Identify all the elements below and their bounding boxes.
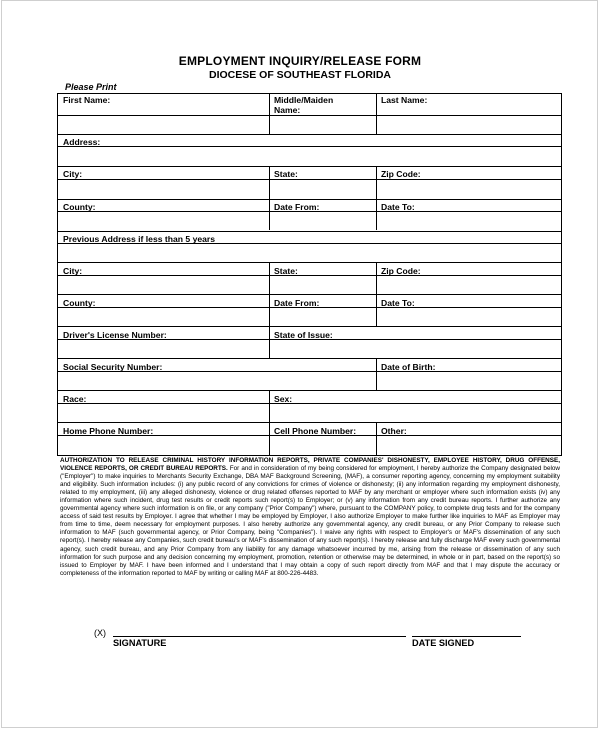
city-field[interactable]	[59, 181, 268, 195]
row-divider	[58, 231, 561, 232]
signature-line[interactable]	[113, 636, 406, 637]
sex-field[interactable]	[270, 406, 560, 420]
drivers-license-field[interactable]	[59, 342, 268, 356]
cell-phone-label: Cell Phone Number:	[274, 426, 357, 436]
row-divider	[58, 294, 561, 295]
race-label: Race:	[63, 394, 87, 404]
address-field[interactable]	[59, 149, 560, 163]
previous-state-field[interactable]	[270, 278, 375, 292]
date-signed-label: DATE SIGNED	[412, 638, 475, 648]
previous-county-label: County:	[63, 298, 96, 308]
date-of-birth-label: Date of Birth:	[381, 362, 436, 372]
previous-city-field[interactable]	[59, 278, 268, 292]
previous-address-label: Previous Address if less than 5 years	[63, 234, 216, 244]
date-from-field[interactable]	[270, 214, 375, 228]
last-name-label: Last Name:	[381, 95, 428, 105]
sex-label: Sex:	[274, 394, 293, 404]
drivers-license-label: Driver's License Number:	[63, 330, 167, 340]
other-label: Other:	[381, 426, 407, 436]
date-signed-line[interactable]	[412, 636, 521, 637]
previous-date-to-label: Date To:	[381, 298, 415, 308]
address-label: Address:	[63, 137, 101, 147]
row-divider	[58, 262, 561, 263]
authorization-text	[60, 457, 560, 578]
date-of-birth-field[interactable]	[377, 374, 560, 388]
race-field[interactable]	[59, 406, 268, 420]
cell-phone-field[interactable]	[270, 438, 375, 452]
row-divider	[58, 115, 561, 116]
middle-maiden-name-field[interactable]	[270, 117, 375, 131]
state-label: State:	[274, 169, 298, 179]
please-print-note: Please Print	[65, 82, 117, 92]
previous-state-label: State:	[274, 266, 298, 276]
first-name-label: First Name:	[63, 95, 111, 105]
state-field[interactable]	[270, 181, 375, 195]
row-divider	[58, 166, 561, 167]
authorization-body: For and in consideration of my being considered for employment, I hereby authorize the Company designated below ("Employer") to make inquiries to Merchants Security Exchange, DBA MAF Background Screening, (MAF), a consumer reporting agency, concerning my employment suitability and eligibility. Such information includes: (i) any public record of any convictions for crimes of violence or dishonesty; (ii) any information regarding my employment dishonesty, related to my employment, (iii) any alleged dishonesty, violence or drug related offenses reported to MAF by any merchant or employer where such information exists (iv) any information where such incident, drug test results or credit reports such report(s) to Employer; or (v) any information from any credit bureau reports. I further authorize any governmental agency where such information is on file, or any company ("Prior Company") where, pursuant to the COMPANY policy, to complete drug tests and for the company access of said test results by Employer. I agree that whether I may be employed by Employer, I also authorize Employer to make further like inquiries to MAF as Employer may from time to time, deem necessary for employment purposes. I also hereby authorize any governmental agency, any credit bureau, or any Prior Company to release such information to MAF (such governmental agency, or Prior Company, being "Companies"). I waive any rights with respect to Employer's or MAF's dissemination of any such report(s). I hereby release any Companies, such credit bureau's or MAF's dissemination of any such report(s). I hereby release and fully discharge MAF every such governmental agency, such credit bureau, and any Prior Company from any liability for any damage whatsoever incurred by me, arising from the release or dissemination of any such information for such purpose and any decision concerning my employment, promotion, retention or otherwise may be determined, in whole or in part, based on the report(s) so issued to Employer by MAF. I have been informed and I understand that I may obtain a copy of such report directly from MAF and that I may dispute the accuracy or completeness of the information reported to MAF by writing or calling MAF at 800-226-4483.	[60, 465, 560, 577]
other-field[interactable]	[377, 438, 560, 452]
ssn-field[interactable]	[59, 374, 375, 388]
zip-code-label: Zip Code:	[381, 169, 421, 179]
form-subtitle: DIOCESE OF SOUTHEAST FLORIDA	[208, 69, 391, 81]
previous-date-from-field[interactable]	[270, 310, 375, 324]
home-phone-label: Home Phone Number:	[63, 426, 154, 436]
signature-label: SIGNATURE	[113, 638, 167, 648]
home-phone-field[interactable]	[59, 438, 268, 452]
ssn-label: Social Security Number:	[63, 362, 163, 372]
row-divider	[58, 326, 561, 327]
state-of-issue-label: State of Issue:	[274, 330, 333, 340]
city-label: City:	[63, 169, 83, 179]
row-divider	[58, 146, 561, 147]
county-label: County:	[63, 202, 96, 212]
middle-maiden-name-label: Middle/Maiden Name:	[274, 95, 334, 115]
row-divider	[58, 422, 561, 423]
row-divider	[58, 275, 561, 276]
previous-zip-code-label: Zip Code:	[381, 266, 421, 276]
previous-county-field[interactable]	[59, 310, 268, 324]
authorization-heading: AUTHORIZATION TO RELEASE CRIMINAL HISTORY INFORMATION REPORTS, PRIVATE COMPANIES' DISHONESTY, EMPLOYEE HISTORY, DRUG OFFENSE, VIOLENCE REPORTS, OR CREDIT BUREAU REPORTS.	[60, 457, 560, 473]
first-name-field[interactable]	[59, 117, 268, 131]
previous-city-label: City:	[63, 266, 83, 276]
row-divider	[58, 179, 561, 180]
row-divider	[58, 358, 561, 359]
state-of-issue-field[interactable]	[270, 342, 560, 356]
form-title: EMPLOYMENT INQUIRY/RELEASE FORM	[178, 54, 422, 68]
inquiry-form-table	[57, 93, 562, 456]
previous-date-from-label: Date From:	[274, 298, 320, 308]
zip-code-field[interactable]	[377, 181, 560, 195]
date-from-label: Date From:	[274, 202, 320, 212]
row-divider	[58, 390, 561, 391]
previous-date-to-field[interactable]	[377, 310, 560, 324]
previous-zip-code-field[interactable]	[377, 278, 560, 292]
row-divider	[58, 134, 561, 135]
previous-address-field[interactable]	[59, 246, 560, 260]
county-field[interactable]	[59, 214, 268, 228]
row-divider	[58, 199, 561, 200]
date-to-label: Date To:	[381, 202, 415, 212]
last-name-field[interactable]	[377, 117, 560, 131]
signature-x-mark: (X)	[94, 628, 106, 638]
date-to-field[interactable]	[377, 214, 560, 228]
row-divider	[58, 403, 561, 404]
